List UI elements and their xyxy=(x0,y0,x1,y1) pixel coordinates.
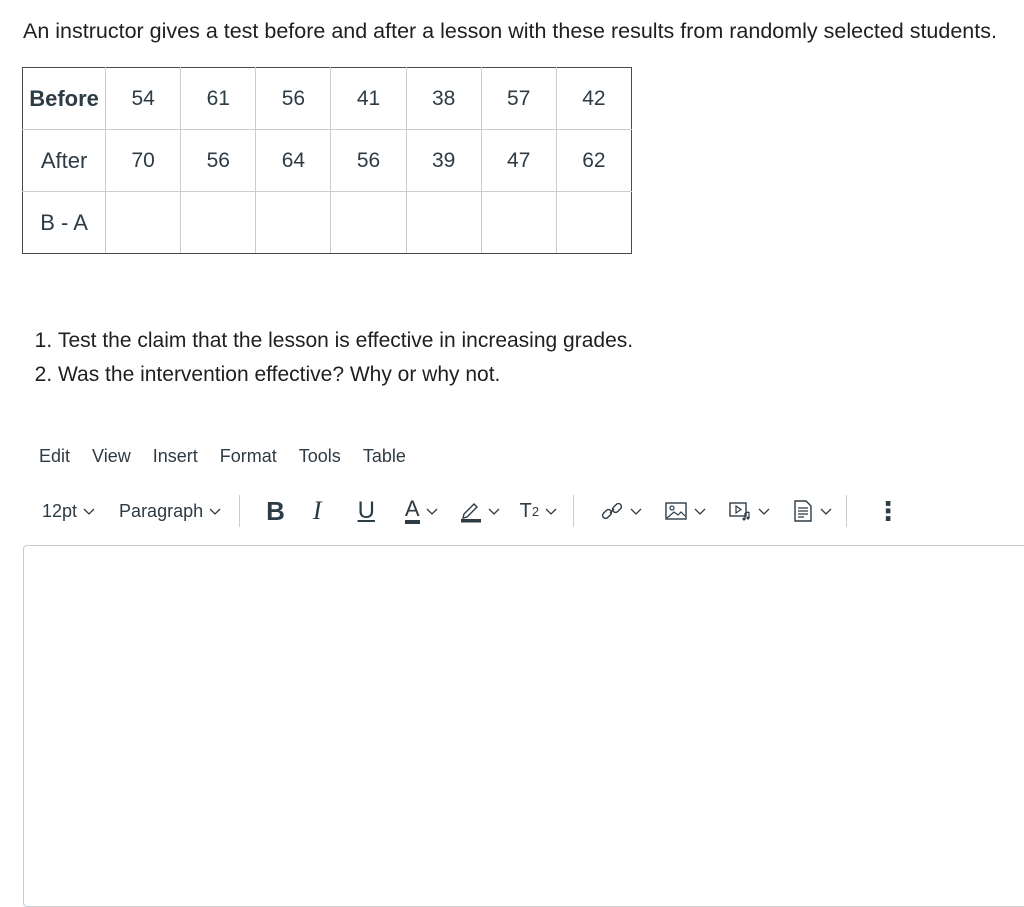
table-cell: 62 xyxy=(556,130,631,192)
table-cell: 56 xyxy=(181,130,256,192)
underline-label: U xyxy=(357,497,375,524)
table-cell xyxy=(256,192,331,254)
more-icon: ⋮ xyxy=(875,495,902,526)
document-button[interactable] xyxy=(792,499,832,523)
toolbar-divider xyxy=(239,495,240,527)
chevron-down-icon xyxy=(758,505,770,517)
image-button[interactable] xyxy=(664,500,706,522)
link-button[interactable] xyxy=(600,499,642,523)
editor-toolbar xyxy=(30,488,1024,534)
chevron-down-icon xyxy=(209,505,221,517)
highlight-color-button[interactable] xyxy=(460,499,500,523)
editor-menubar xyxy=(39,446,428,467)
table-row-before xyxy=(23,68,632,130)
table-cell: 42 xyxy=(556,68,631,130)
menu-table[interactable]: Table xyxy=(362,446,406,466)
table-cell xyxy=(181,192,256,254)
bold-label: B xyxy=(266,495,285,526)
media-icon xyxy=(728,500,752,522)
document-icon xyxy=(792,499,814,523)
chevron-down-icon xyxy=(820,505,832,517)
menu-view[interactable]: View xyxy=(92,446,131,466)
table-cell: 56 xyxy=(256,68,331,130)
more-button[interactable] xyxy=(875,496,901,527)
highlighter-icon xyxy=(460,499,482,523)
table-cell xyxy=(406,192,481,254)
table-cell: 41 xyxy=(331,68,406,130)
superscript-button[interactable] xyxy=(520,500,557,523)
table-cell: 70 xyxy=(106,130,181,192)
superscript-label: T xyxy=(519,499,532,522)
rich-text-editor-area[interactable] xyxy=(23,545,1024,907)
row-header-after: After xyxy=(23,130,106,192)
menu-tools[interactable]: Tools xyxy=(298,446,341,466)
block-format-label: Paragraph xyxy=(119,500,204,521)
font-size-label: 12pt xyxy=(42,500,78,521)
toolbar-divider xyxy=(846,495,847,527)
question-list xyxy=(28,324,633,392)
menu-edit[interactable]: Edit xyxy=(39,446,71,466)
row-header-before: Before xyxy=(23,68,106,130)
chevron-down-icon xyxy=(630,505,642,517)
bold-button[interactable] xyxy=(266,496,285,527)
toolbar-divider xyxy=(573,495,574,527)
chevron-down-icon xyxy=(545,505,557,517)
italic-button[interactable] xyxy=(313,496,322,526)
table-cell: 39 xyxy=(406,130,481,192)
table-cell xyxy=(106,192,181,254)
question-item: 2. Was the intervention effective? Why or why not. xyxy=(58,358,633,392)
grades-table xyxy=(22,67,632,254)
table-cell xyxy=(556,192,631,254)
chevron-down-icon xyxy=(83,505,95,517)
row-header-difference: B - A xyxy=(23,192,106,254)
block-format-dropdown[interactable] xyxy=(119,501,221,522)
table-cell xyxy=(331,192,406,254)
text-color-button[interactable] xyxy=(404,495,438,524)
table-cell: 61 xyxy=(181,68,256,130)
underline-button[interactable] xyxy=(358,497,375,525)
chevron-down-icon xyxy=(488,505,500,517)
table-row-difference xyxy=(23,192,632,254)
chevron-down-icon xyxy=(426,505,438,517)
link-icon xyxy=(600,499,624,523)
table-cell xyxy=(481,192,556,254)
table-cell: 56 xyxy=(331,130,406,192)
table-cell: 64 xyxy=(256,130,331,192)
table-row-after xyxy=(23,130,632,192)
table-cell: 38 xyxy=(406,68,481,130)
intro-text: An instructor gives a test before and after a lesson with these results from randomly selected students. xyxy=(23,19,997,43)
table-cell: 54 xyxy=(106,68,181,130)
font-size-dropdown[interactable] xyxy=(42,501,95,522)
chevron-down-icon xyxy=(694,505,706,517)
question-item: 1. Test the claim that the lesson is effective in increasing grades. xyxy=(58,324,633,358)
menu-format[interactable]: Format xyxy=(219,446,277,466)
menu-insert[interactable]: Insert xyxy=(152,446,198,466)
table-cell: 47 xyxy=(481,130,556,192)
superscript-mark: 2 xyxy=(531,503,540,519)
italic-label: I xyxy=(312,496,322,525)
text-color-label: A xyxy=(405,499,420,524)
table-cell: 57 xyxy=(481,68,556,130)
image-icon xyxy=(664,500,688,522)
media-button[interactable] xyxy=(728,500,770,522)
